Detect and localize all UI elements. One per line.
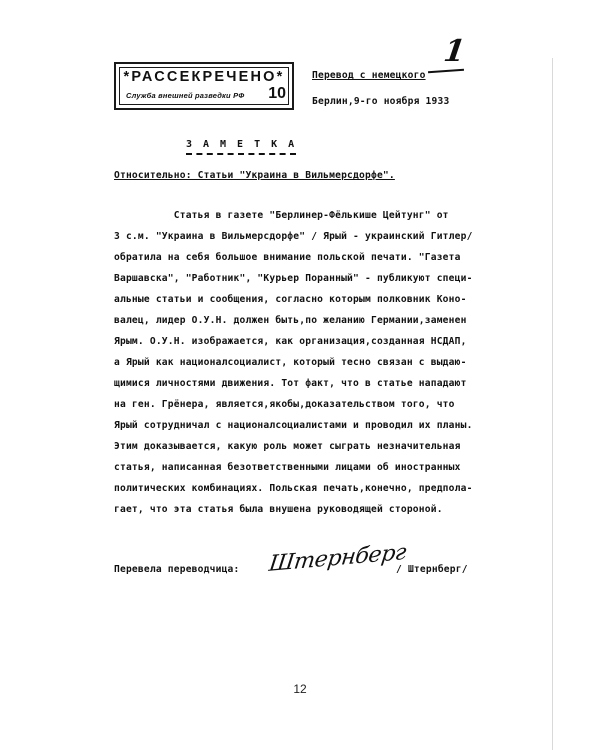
body-line: щимися личностями движения. Тот факт, что в статье нападают	[114, 378, 467, 389]
body-line: альные статьи и сообщения, согласно которым полковник Коно-	[114, 294, 467, 305]
stamp-subtitle: Служба внешней разведки РФ	[126, 91, 245, 100]
stamp-number: 10	[268, 85, 286, 102]
handwritten-underline	[428, 69, 464, 74]
body-line: обратила на себя большое внимание польской печати. "Газета	[114, 252, 461, 263]
body-line: Этим доказывается, какую роль может сыграть незначительная	[114, 441, 461, 452]
document-title: ЗАМЕТКА	[186, 139, 306, 150]
body-line: политических комбинациях. Польская печать,конечно, предпола-	[114, 483, 473, 494]
handwritten-signature: Штернберг	[267, 540, 408, 577]
body-line: Статья в газете "Берлинер-Фёлькише Цейтунг" от	[114, 210, 449, 221]
translator-name: / Штернберг/	[396, 564, 468, 575]
body-line: статья, написанная безответственными лицами об иностранных	[114, 462, 461, 473]
translator-label: Перевела переводчица:	[114, 564, 240, 575]
body-line: Ярый сотрудничал с националсоциалистами и проводил их планы.	[114, 420, 473, 431]
translation-note: Перевод с немецкого	[312, 70, 426, 81]
body-line: а Ярый как националсоциалист, который тесно связан с выдаю-	[114, 357, 467, 368]
document-date: Берлин,9-го ноября 1933	[312, 96, 450, 107]
body-line: Варшавска", "Работник", "Курьер Поранный" - публикуют специ-	[114, 273, 473, 284]
body-line: валец, лидер О.У.Н. должен быть,по желанию Германии,заменен	[114, 315, 467, 326]
regarding-line: Относительно: Статьи "Украина в Вильмерсдорфе".	[114, 170, 395, 181]
body-line: гает, что эта статья была внушена руководящей стороной.	[114, 504, 443, 515]
page-number: 12	[293, 682, 307, 696]
body-line: 3 с.м. "Украина в Вильмерсдорфе" / Ярый - украинский Гитлер/	[114, 231, 473, 242]
handwritten-page-number: 1	[441, 34, 468, 69]
title-underline	[186, 153, 296, 158]
declassified-stamp	[114, 62, 294, 110]
page-edge	[552, 58, 553, 750]
body-line: Ярым. О.У.Н. изображается, как организация,созданная НСДАП,	[114, 336, 467, 347]
stamp-title: *РАССЕКРЕЧЕНО*	[123, 69, 285, 85]
body-line: на ген. Грёнера, является,якобы,доказательством того, что	[114, 399, 455, 410]
